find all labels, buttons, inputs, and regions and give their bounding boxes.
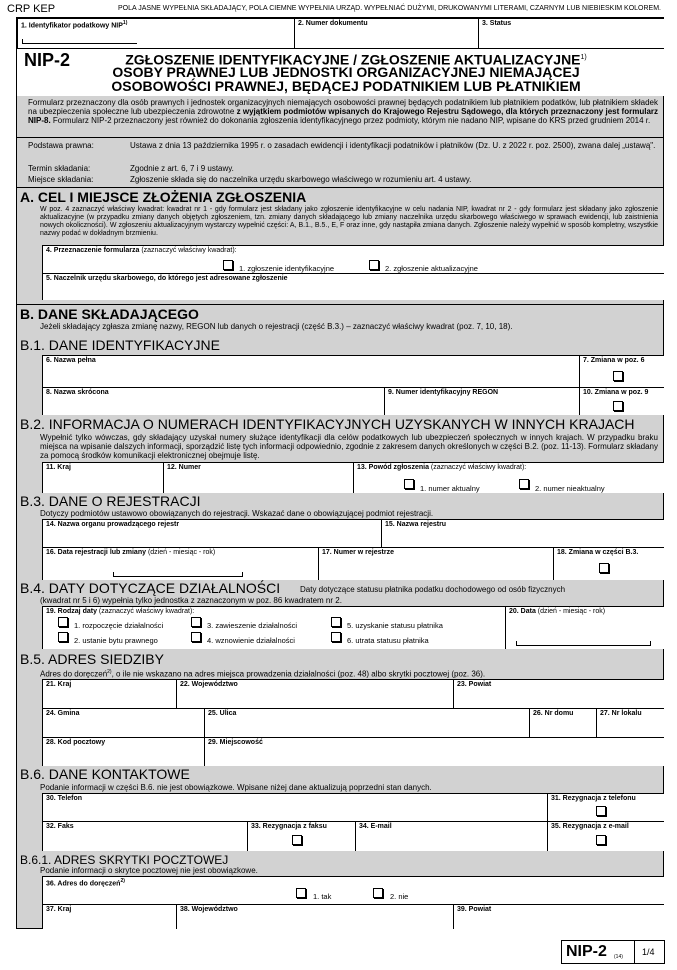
- phone-opt-out-checkbox[interactable]: [596, 806, 606, 816]
- form-code: NIP-2: [24, 50, 71, 70]
- phone-opt-out-field: 31. Rezygnacja z telefonu: [547, 793, 664, 821]
- po-box-yes-label: 1. tak: [313, 892, 332, 901]
- reason-field: 13. Powód zgłoszenia (zaznaczyć właściwy kwadrat):: [353, 462, 664, 493]
- section-b61-title: B.6.1. ADRES SKRYTKI POCZTOWEJ: [20, 853, 229, 867]
- legal-end-checkbox[interactable]: [58, 632, 68, 642]
- start-activity-label: 1. rozpoczęcie działalności: [74, 621, 164, 630]
- activity-date-field[interactable]: 20. Data (dzień - miesiąc - rok): [505, 606, 664, 649]
- section-b5-note: Adres do doręczeń$^{2)}$, o ile nie wskazano na adres miejsca prowadzenia działalności (poz. 48) albo skrytki pocztowej (poz. 36).: [40, 669, 486, 679]
- section-b61-note: Podanie informacji o skrytce pocztowej nie jest obowiązkowe.: [40, 866, 258, 875]
- form-footer: [561, 940, 665, 964]
- resumption-checkbox[interactable]: [191, 632, 201, 642]
- divider: [17, 137, 664, 138]
- country-field[interactable]: 11. Kraj: [42, 462, 163, 493]
- po-box-voivodeship-field[interactable]: 38. Województwo: [176, 904, 453, 929]
- po-box-country-field[interactable]: 37. Kraj: [42, 904, 176, 929]
- address-commune-field[interactable]: 24. Gmina: [42, 708, 204, 737]
- form-title-line2: OSOBY PRAWNEJ LUB JEDNOSTKI ORGANIZACYJNEJ NIEMAJĄCEJ: [112, 64, 580, 80]
- email-field[interactable]: 34. E-mail: [355, 821, 547, 851]
- footer-form-code: NIP-2: [566, 943, 607, 960]
- foreign-number-field[interactable]: 12. Numer: [163, 462, 353, 493]
- po-box-yes-checkbox[interactable]: [296, 888, 306, 898]
- address-county-field[interactable]: 23. Powiat: [453, 679, 664, 708]
- divider: [17, 304, 664, 305]
- form-intro: Formularz przeznaczony dla osób prawnych i jednostek organizacyjnych niemających osobowości prawnej będących podatnikiem lub płatnikiem podatków, lub płatnikiem składek na ubezpieczenia społeczne lub ubezpieczenia zdrowotne z wyjątkiem podmiotów wpisanych do Krajowego Rejestru Sądowego, dla których przeznaczony jest formularz NIP-8. Formularz NIP-2 przeznaczony jest również do dokonania zgłoszenia identyfikacyjnego przez podmioty, którym nie nadano NIP, wpisane do KRS przed grudniem 2014 r.: [28, 98, 659, 125]
- section-b3-title: B.3. DANE O REJESTRACJI: [20, 493, 201, 509]
- phone-field[interactable]: 30. Telefon: [42, 793, 547, 821]
- legal-basis-value: Ustawa z dnia 13 października 1995 r. o zasadach ewidencji i identyfikacji podatników i płatników (Dz. U. z 2022 r. poz. 2500), zwana dalej „ustawą".: [130, 141, 656, 150]
- place-label: Miejsce składania:: [28, 175, 94, 184]
- address-house-number-field[interactable]: 26. Nr domu: [529, 708, 596, 737]
- fax-opt-out-field: 33. Rezygnacja z faksu: [247, 821, 355, 851]
- status-field: 3. Status: [478, 18, 664, 48]
- registration-date-field[interactable]: 16. Data rejestracji lub zmiany (dzień - miesiąc - rok): [42, 547, 318, 580]
- address-voivodeship-field[interactable]: 22. Województwo: [176, 679, 453, 708]
- form-title-line3: OSOBOWOŚCI PRAWNEJ, BĘDĄCEJ PODATNIKIEM LUB PŁATNIKIEM: [111, 78, 581, 94]
- outdated-number-label: 2. numer nieaktualny: [535, 484, 605, 493]
- form-instructions: POLA JASNE WYPEŁNIA SKŁADAJĄCY, POLA CIEMNE WYPEŁNIA URZĄD. WYPEŁNIAĆ DUŻYMI, DRUKOWANYMI LITERAMI, CZARNYM LUB NIEBIESKIM KOLOREM.: [118, 5, 662, 12]
- start-activity-checkbox[interactable]: [58, 617, 68, 627]
- section-b6-title: B.6. DANE KONTAKTOWE: [20, 766, 190, 782]
- address-city-field[interactable]: 29. Miejscowość: [204, 737, 664, 766]
- address-street-field[interactable]: 25. Ulica: [204, 708, 529, 737]
- crp-kep-label: CRP KEP: [7, 3, 56, 15]
- divider: [17, 187, 664, 188]
- resumption-label: 4. wznowienie działalności: [207, 636, 295, 645]
- regon-change-checkbox[interactable]: [613, 401, 623, 411]
- nip-field[interactable]: 1. Identyfikator podatkowy NIP$^{1)}$: [17, 18, 294, 48]
- regon-field[interactable]: 9. Numer identyfikacyjny REGON: [384, 387, 579, 415]
- short-name-field[interactable]: 8. Nazwa skrócona: [42, 387, 384, 415]
- deadline-value: Zgodnie z art. 6, 7 i 9 ustawy.: [130, 164, 234, 173]
- legal-end-label: 2. ustanie bytu prawnego: [74, 636, 158, 645]
- place-value: Zgłoszenie składa się do naczelnika urzędu skarbowego właściwego w rozumieniu art. 4 ustawy.: [130, 175, 472, 184]
- legal-basis-label: Podstawa prawna:: [28, 141, 94, 150]
- update-option-label: 2. zgłoszenie aktualizacyjne: [385, 264, 478, 273]
- identification-option-label: 1. zgłoszenie identyfikacyjne: [239, 264, 335, 273]
- section-b-title: B. DANE SKŁADAJĄCEGO: [20, 306, 199, 322]
- section-b1-title: B.1. DANE IDENTYFIKACYJNE: [20, 337, 220, 353]
- section-b5-title: B.5. ADRES SIEDZIBY: [20, 651, 164, 667]
- suspension-label: 3. zawieszenie działalności: [207, 621, 298, 630]
- date-type-field: 19. Rodzaj daty (zaznaczyć właściwy kwadrat):: [42, 606, 505, 649]
- nip-digit-ticks: [22, 39, 137, 44]
- po-box-no-label: 2. nie: [390, 892, 409, 901]
- name-change-checkbox[interactable]: [613, 371, 623, 381]
- registry-authority-field[interactable]: 14. Nazwa organu prowadzącego rejestr: [42, 519, 381, 547]
- registry-change-field: 18. Zmiana w części B.3.: [553, 547, 664, 580]
- regon-change-field: 10. Zmiana w poz. 9: [579, 387, 664, 415]
- page-number: 1/4: [642, 947, 655, 957]
- section-a-title: A. CEL I MIEJSCE ZŁOŻENIA ZGŁOSZENIA: [20, 189, 307, 205]
- fax-field[interactable]: 32. Faks: [42, 821, 247, 851]
- payer-status-gain-checkbox[interactable]: [331, 617, 341, 627]
- payer-status-loss-label: 6. utrata statusu płatnika: [347, 636, 429, 645]
- registry-change-checkbox[interactable]: [599, 563, 609, 573]
- address-postal-code-field[interactable]: 28. Kod pocztowy: [42, 737, 204, 766]
- document-number-field: 2. Numer dokumentu: [294, 18, 478, 48]
- suspension-checkbox[interactable]: [191, 617, 201, 627]
- po-box-county-field[interactable]: 39. Powiat: [453, 904, 664, 929]
- current-number-label: 1. numer aktualny: [420, 484, 480, 493]
- section-b3-note: Dotyczy podmiotów ustawowo obowiązanych do rejestracji. Wskazać dane o obowiązującej podmiot rejestracji.: [40, 509, 434, 518]
- fax-opt-out-checkbox[interactable]: [292, 835, 302, 845]
- outdated-number-checkbox[interactable]: [519, 479, 529, 489]
- section-b6-note: Podanie informacji w części B.6. nie jest obowiązkowe. Wpisane niżej dane aktualizują poprzedni stan danych.: [40, 783, 432, 792]
- section-a-note: W poz. 4 zaznaczyć właściwy kwadrat: kwadrat nr 1 - gdy formularz jest składany jako zgłoszenie identyfikacyjne w celu nadania NIP, kwadrat nr 2 - gdy formularz jest składany jako zgłoszenie aktualizacyjne (w przypadku zmiany danych objętych zgłoszeniem, tzn. zmiany danych składającego lub zmiany naczelnika urzędu skarbowego właściwego w sprawach ewidencji, lub zaistnienia nowych okoliczności). W zgłoszeniu aktualizacyjnym wystarczy wypełnić części: A, B.1., B.5., E, F oraz inne, gdy nastąpiła zmiana danych. Zgłoszenie należy wypełnić w sposób kompletny, wszystkie nazwy podać w dokładnym brzmieniu.: [40, 206, 658, 237]
- address-country-field[interactable]: 21. Kraj: [42, 679, 176, 708]
- po-box-field: 36. Adres do doręczeń$^{2)}$: [42, 876, 664, 904]
- update-checkbox[interactable]: [369, 260, 379, 270]
- date-ticks: [113, 572, 243, 577]
- section-b4-note-b: (kwadrat nr 5 i 6) wypełnia tylko jednostka z zaznaczonym w poz. 86 kwadratem nr 2.: [40, 596, 342, 605]
- payer-status-gain-label: 5. uzyskanie statusu płatnika: [347, 621, 443, 630]
- deadline-label: Termin składania:: [28, 164, 91, 173]
- section-b2-note: Wypełnić tylko wówczas, gdy składający uzyskał numery służące identyfikacji dla celów podatkowych lub ubezpieczeń społecznych w innych krajach. W przypadku braku miejsca na wpisanie dalszych informacji, sporządzić listę tych informacji odpowiednio, zgodnie z zakresem danych określonych w części B.2. (poz. 11-13). Formularz składany za pomocą środków komunikacji elektronicznej obejmuje listę.: [40, 433, 658, 460]
- full-name-field[interactable]: 6. Nazwa pełna: [42, 355, 579, 387]
- section-b4-note-a: Daty dotyczące statusu płatnika podatku dochodowego od osób fizycznych: [300, 585, 566, 594]
- current-number-checkbox[interactable]: [404, 479, 414, 489]
- email-opt-out-field: 35. Rezygnacja z e-mail: [547, 821, 664, 851]
- name-change-field: 7. Zmiana w poz. 6: [579, 355, 664, 387]
- tax-office-field[interactable]: 5. Naczelnik urzędu skarbowego, do którego jest adresowane zgłoszenie: [42, 273, 664, 300]
- section-b4-title: B.4. DATY DOTYCZĄCE DZIAŁALNOŚCI: [20, 580, 281, 596]
- section-b-note: Jeżeli składający zgłasza zmianę nazwy, REGON lub danych o rejestracji (część B.3.) – zaznaczyć właściwy kwadrat (poz. 7, 10, 18).: [40, 322, 513, 331]
- footer-divider: [634, 941, 635, 963]
- address-apartment-field[interactable]: 27. Nr lokalu: [596, 708, 664, 737]
- po-box-no-checkbox[interactable]: [373, 888, 383, 898]
- payer-status-loss-checkbox[interactable]: [331, 632, 341, 642]
- email-opt-out-checkbox[interactable]: [596, 835, 606, 845]
- registry-number-field[interactable]: 17. Numer w rejestrze: [318, 547, 553, 580]
- purpose-field: 4. Przeznaczenie formularza (zaznaczyć właściwy kwadrat):: [42, 245, 664, 273]
- footer-version: (14): [614, 954, 623, 960]
- registry-name-field[interactable]: 15. Nazwa rejestru: [381, 519, 664, 547]
- section-b2-title: B.2. INFORMACJA O NUMERACH IDENTYFIKACYJNYCH UZYSKANYCH W INNYCH KRAJACH: [20, 416, 635, 432]
- date-ticks: [516, 641, 651, 646]
- identification-checkbox[interactable]: [223, 260, 233, 270]
- form-title-line1: ZGŁOSZENIE IDENTYFIKACYJNE / ZGŁOSZENIE AKTUALIZACYJNE$^{1)}$: [125, 51, 587, 68]
